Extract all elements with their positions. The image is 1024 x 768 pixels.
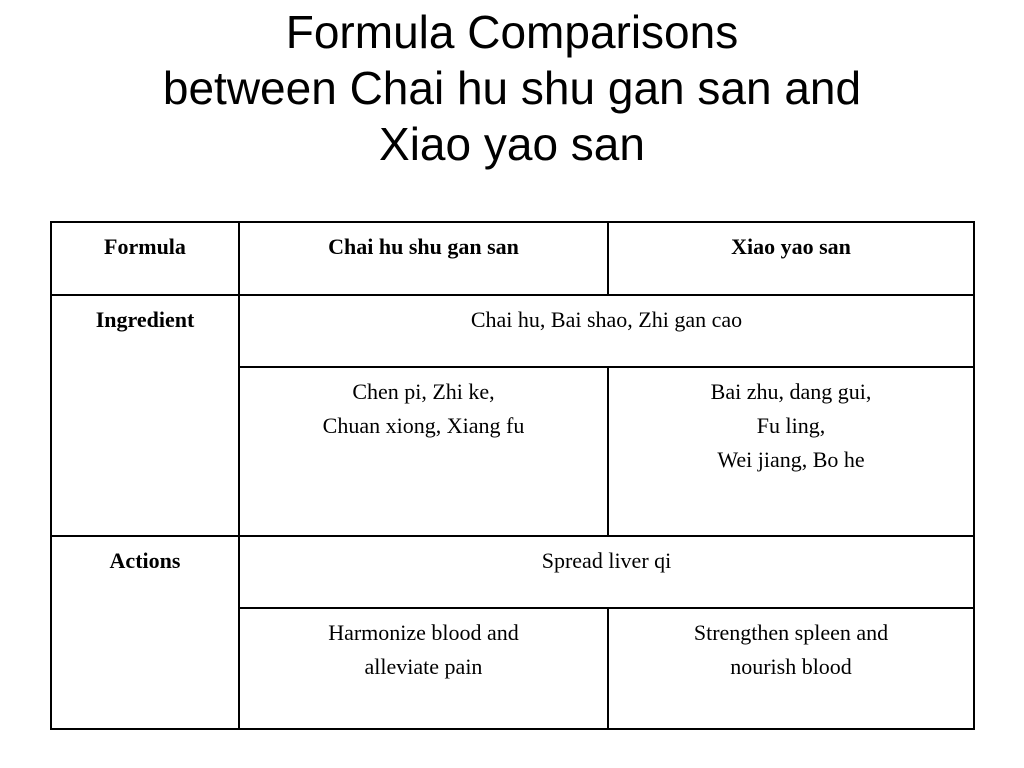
cell-line: Harmonize blood and	[328, 620, 519, 645]
row-label-ingredient: Ingredient	[51, 295, 239, 536]
table-header-row	[51, 222, 974, 295]
row-label-actions: Actions	[51, 536, 239, 729]
comparison-table	[50, 221, 975, 730]
cell-line: Fu ling,	[756, 413, 826, 438]
cell-line: nourish blood	[730, 654, 852, 679]
header-xiao-yao-san: Xiao yao san	[608, 222, 974, 295]
cell-line: Chuan xiong, Xiang fu	[322, 413, 525, 438]
slide-title	[0, 0, 1024, 172]
title-line-1: Formula Comparisons	[285, 6, 739, 58]
ingredient-xiao-yao-san-cell	[608, 367, 974, 536]
header-formula: Formula	[51, 222, 239, 295]
cell-line: Strengthen spleen and	[693, 620, 889, 645]
actions-chai-hu-shu-gan-san-cell	[239, 608, 608, 729]
table-row	[51, 536, 974, 608]
actions-xiao-yao-san-cell	[608, 608, 974, 729]
cell-line: alleviate pain	[364, 654, 483, 679]
ingredient-chai-hu-shu-gan-san-cell	[239, 367, 608, 536]
cell-line: Chen pi, Zhi ke,	[352, 379, 495, 404]
table-row	[51, 295, 974, 367]
header-chai-hu-shu-gan-san: Chai hu shu gan san	[239, 222, 608, 295]
actions-shared-cell: Spread liver qi	[239, 536, 974, 608]
ingredient-shared-cell: Chai hu, Bai shao, Zhi gan cao	[239, 295, 974, 367]
cell-line: Bai zhu, dang gui,	[710, 379, 872, 404]
title-line-2: between Chai hu shu gan san and	[162, 62, 862, 114]
cell-line: Wei jiang, Bo he	[717, 447, 865, 472]
title-line-3: Xiao yao san	[379, 118, 645, 170]
